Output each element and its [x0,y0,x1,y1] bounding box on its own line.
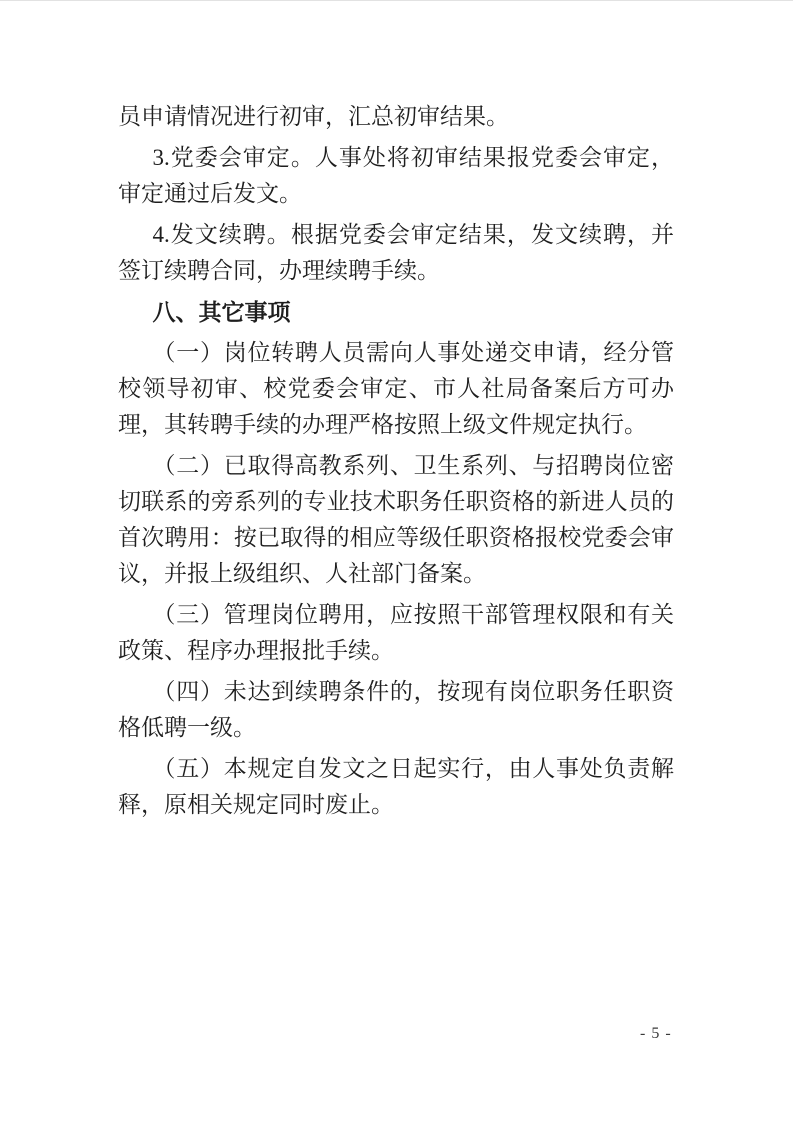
section-heading: 八、其它事项 [152,299,291,325]
page-number: - 5 - [640,1025,672,1042]
paragraph: 员申请情况进行初审，汇总初审结果。 [118,104,509,129]
paragraph: 4.发文续聘。根据党委会审定结果，发文续聘，并签订续聘合同，办理续聘手续。 [118,222,674,283]
paragraph: （一）岗位转聘人员需向人事处递交申请，经分管校领导初审、校党委会审定、市人社局备案后方可办理，其转聘手续的办理严格按照上级文件规定执行。 [118,340,674,437]
paragraph: 3.党委会审定。人事处将初审结果报党委会审定，审定通过后发文。 [118,145,674,206]
paragraph: （三）管理岗位聘用，应按照干部管理权限和有关政策、程序办理报批手续。 [118,602,674,663]
paragraph: （五）本规定自发文之日起实行，由人事处负责解释，原相关规定同时废止。 [118,756,674,817]
paragraph: （四）未达到续聘条件的，按现有岗位职务任职资格低聘一级。 [118,679,674,740]
paragraph: （二）已取得高教系列、卫生系列、与招聘岗位密切联系的旁系列的专业技术职务任职资格的新进人员的首次聘用：按已取得的相应等级任职资格报校党委会审议，并报上级组织、人社部门备案。 [118,453,674,586]
document-body [118,99,674,823]
